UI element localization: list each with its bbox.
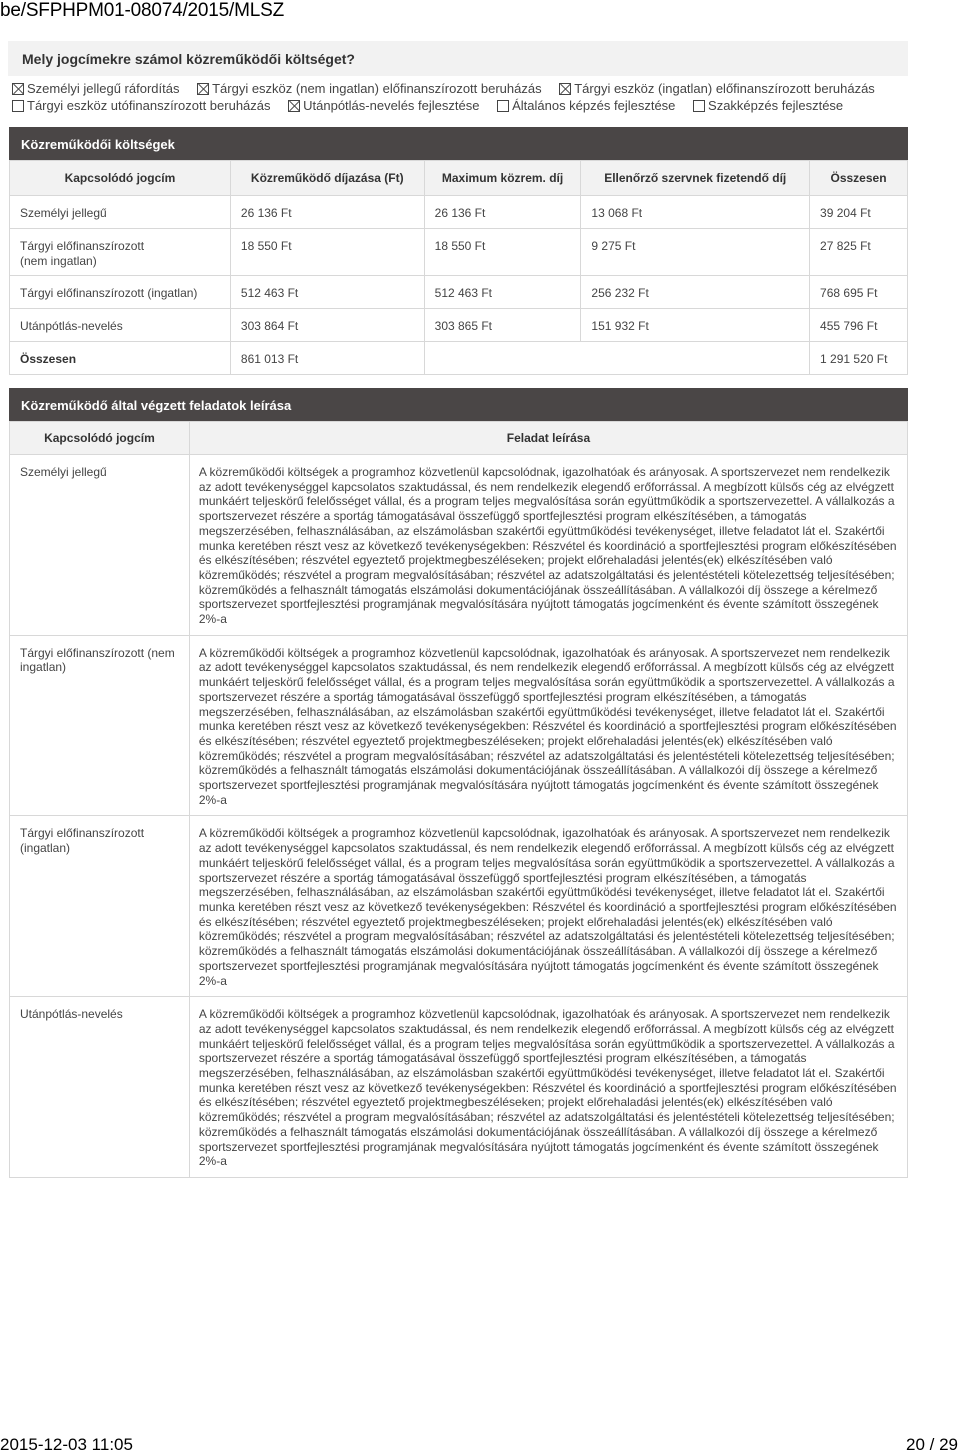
empty-cell [424, 342, 809, 375]
tasks-table [9, 421, 908, 1178]
column-header: Közreműködő díjazása (Ft) [230, 161, 424, 196]
costs-header-row [10, 161, 908, 196]
table-row [10, 455, 908, 636]
tasks-section-title: Közreműködő által végzett feladatok leírása [9, 388, 908, 421]
option-szakkepzes[interactable] [693, 98, 843, 113]
option-szemelyi[interactable] [12, 81, 179, 96]
table-cell: 26 136 Ft [230, 196, 424, 229]
column-header: Maximum közrem. díj [424, 161, 581, 196]
task-topic: Személyi jellegű [10, 455, 190, 636]
table-cell: 9 275 Ft [581, 229, 810, 276]
table-cell: 13 068 Ft [581, 196, 810, 229]
table-cell: 39 204 Ft [810, 196, 908, 229]
footer-timestamp: 2015-12-03 11:05 [0, 1435, 133, 1454]
table-cell: 303 865 Ft [424, 309, 581, 342]
table-row [10, 997, 908, 1178]
option-label: Utánpótlás-nevelés fejlesztése [303, 98, 480, 113]
checkbox-icon[interactable] [559, 83, 571, 95]
question-heading: Mely jogcímekre számol közreműködői költséget? [8, 41, 908, 76]
total-fee: 861 013 Ft [230, 342, 424, 375]
table-row [10, 816, 908, 997]
option-utanpotlas[interactable] [288, 98, 479, 113]
task-description: A közreműködői költségek a programhoz közvetlenül kapcsolódnak, igazolhatóak és arányosak. A sportszervezet nem rendelkezik az adott tevékenységgel kapcsolatos szaktudással, és nem rendelkezik elegendő erőforrással. A megbízott külsős cég az elvégzett munkáért teljeskörű felelősséget vállal, és a program teljes megvalósítása során együttműködik a sportszervezettel. A vállalkozás a sportszervezet részére a sportág támogatásával összefüggő sportfejlesztési program elkészítésében, a támogatás megszerzésében, felhasználásában, az elszámolásban szakértői együttműködési tevékenységet, illetve feladatot lát el. Szakértői munka keretében részt vesz az következő tevékenységekben: Részvétel és koordináció a sportfejlesztési program előkészítésében és elkészítésében; részvétel egyeztető projektmegbeszéléseken; projekt előrehaladási jelentés(ek) elkészítésében való közreműködés; részvétel a program megvalósításában; részvétel az adatszolgáltatási és jelentéstételi kötelezettség teljesítésében; közreműködés a felhasznált támogatás elszámolási dokumentációjának összeállításában. A vállalkozói díj összege a kérelmező sportszervezet sportfejlesztési programjának megvalósítására nyújtott támogatás jogcímenként és évente számított összegének 2%-a [189, 997, 907, 1178]
option-label: Szakképzés fejlesztése [708, 98, 844, 113]
task-description: A közreműködői költségek a programhoz közvetlenül kapcsolódnak, igazolhatóak és arányosak. A sportszervezet nem rendelkezik az adott tevékenységgel kapcsolatos szaktudással, és nem rendelkezik elegendő erőforrással. A megbízott külsős cég az elvégzett munkáért teljeskörű felelősséget vállal, és a program teljes megvalósítása során együttműködik a sportszervezettel. A vállalkozás a sportszervezet részére a sportág támogatásával összefüggő sportfejlesztési program elkészítésében, a támogatás megszerzésében, felhasználásában, az elszámolásban szakértői együttműködési tevékenységet, illetve feladatot lát el. Szakértői munka keretében részt vesz az következő tevékenységekben: Részvétel és koordináció a sportfejlesztési program előkészítésében és elkészítésében; részvétel egyeztető projektmegbeszéléseken; projekt előrehaladási jelentés(ek) elkészítésében való közreműködés; részvétel a program megvalósításában; részvétel az adatszolgáltatási és jelentéstételi kötelezettség teljesítésében; közreműködés a felhasznált támogatás elszámolási dokumentációjának összeállításában. A vállalkozói díj összege a kérelmező sportszervezet sportfejlesztési programjának megvalósítására nyújtott támogatás jogcímenként és évente számított összegének 2%-a [189, 455, 907, 636]
table-cell: 18 550 Ft [230, 229, 424, 276]
checkbox-icon[interactable] [12, 83, 24, 95]
table-cell: 455 796 Ft [810, 309, 908, 342]
table-cell: 18 550 Ft [424, 229, 581, 276]
option-targyi-ingatlan[interactable] [559, 81, 875, 96]
table-row [10, 276, 908, 309]
column-header: Kapcsolódó jogcím [10, 161, 231, 196]
table-row [10, 196, 908, 229]
task-topic: Utánpótlás-nevelés [10, 997, 190, 1178]
column-header: Feladat leírása [189, 422, 907, 455]
table-cell: 303 864 Ft [230, 309, 424, 342]
task-description: A közreműködői költségek a programhoz közvetlenül kapcsolódnak, igazolhatóak és arányosak. A sportszervezet nem rendelkezik az adott tevékenységgel kapcsolatos szaktudással, és nem rendelkezik elegendő erőforrással. A megbízott külsős cég az elvégzett munkáért teljeskörű felelősséget vállal, és a program teljes megvalósítása során együttműködik a sportszervezettel. A vállalkozás a sportszervezet részére a sportág támogatásával összefüggő sportfejlesztési program elkészítésében, a támogatás megszerzésében, felhasználásában, az elszámolásban szakértői együttműködési tevékenységet, illetve feladatot lát el. Szakértői munka keretében részt vesz az következő tevékenységekben: Részvétel és koordináció a sportfejlesztési program előkészítésében és elkészítésében; részvétel egyeztető projektmegbeszéléseken; projekt előrehaladási jelentés(ek) elkészítésében való közreműködés; részvétel a program megvalósításában; részvétel az adatszolgáltatási és jelentéstételi kötelezettség teljesítésében; közreműködés a felhasznált támogatás elszámolási dokumentációjának összeállításában. A vállalkozói díj összege a kérelmező sportszervezet sportfejlesztési programjának megvalósítására nyújtott támogatás jogcímenként és évente számított összegének 2%-a [189, 635, 907, 816]
checkbox-icon[interactable] [497, 100, 509, 112]
table-cell: Utánpótlás-nevelés [10, 309, 231, 342]
task-topic: Tárgyi előfinanszírozott (ingatlan) [10, 816, 190, 997]
option-altalanos-kepzes[interactable] [497, 98, 675, 113]
options-row-1 [12, 81, 912, 98]
table-cell: 512 463 Ft [230, 276, 424, 309]
table-cell: 768 695 Ft [810, 276, 908, 309]
table-cell: 256 232 Ft [581, 276, 810, 309]
table-row [10, 635, 908, 816]
option-label: Tárgyi eszköz utófinanszírozott beruházás [27, 98, 271, 113]
table-cell: Tárgyi előfinanszírozott (ingatlan) [10, 276, 231, 309]
total-label: Összesen [10, 342, 231, 375]
options-row-2 [12, 98, 912, 115]
total-row [10, 342, 908, 375]
option-checkboxes [12, 81, 912, 115]
checkbox-icon[interactable] [197, 83, 209, 95]
option-label: Általános képzés fejlesztése [512, 98, 676, 113]
option-label: Tárgyi eszköz (ingatlan) előfinanszírozott beruházás [574, 81, 875, 96]
task-topic: Tárgyi előfinanszírozott (nem ingatlan) [10, 635, 190, 816]
table-row [10, 229, 908, 276]
table-cell: 26 136 Ft [424, 196, 581, 229]
option-utofinanszirozott[interactable] [12, 98, 271, 113]
document-id: be/SFPHPM01-08074/2015/MLSZ [0, 0, 284, 21]
table-cell: Tárgyi előfinanszírozott (nem ingatlan) [10, 229, 231, 276]
costs-table [9, 160, 908, 375]
checkbox-icon[interactable] [288, 100, 300, 112]
table-cell: Személyi jellegű [10, 196, 231, 229]
total-sum: 1 291 520 Ft [810, 342, 908, 375]
checkbox-icon[interactable] [693, 100, 705, 112]
footer-page-number: 20 / 29 [906, 1435, 958, 1454]
option-label: Személyi jellegű ráfordítás [27, 81, 180, 96]
task-description: A közreműködői költségek a programhoz közvetlenül kapcsolódnak, igazolhatóak és arányosak. A sportszervezet nem rendelkezik az adott tevékenységgel kapcsolatos szaktudással, és nem rendelkezik elegendő erőforrással. A megbízott külsős cég az elvégzett munkáért teljeskörű felelősséget vállal, és a program teljes megvalósítása során együttműködik a sportszervezettel. A vállalkozás a sportszervezet részére a sportág támogatásával összefüggő sportfejlesztési program elkészítésében, a támogatás megszerzésében, felhasználásában, az elszámolásban szakértői együttműködési tevékenységet, illetve feladatot lát el. Szakértői munka keretében részt vesz az következő tevékenységekben: Részvétel és koordináció a sportfejlesztési program előkészítésében és elkészítésében; részvétel egyeztető projektmegbeszéléseken; projekt előrehaladási jelentés(ek) elkészítésében való közreműködés; részvétel a program megvalósításában; részvétel az adatszolgáltatási és jelentéstételi kötelezettség teljesítésében; közreműködés a felhasznált támogatás elszámolási dokumentációjának összeállításában. A vállalkozói díj összege a kérelmező sportszervezet sportfejlesztési programjának megvalósítására nyújtott támogatás jogcímenként és évente számított összegének 2%-a [189, 816, 907, 997]
costs-section-title: Közreműködői költségek [9, 127, 908, 160]
table-row [10, 309, 908, 342]
column-header: Összesen [810, 161, 908, 196]
table-cell: 27 825 Ft [810, 229, 908, 276]
column-header: Kapcsolódó jogcím [10, 422, 190, 455]
table-cell: 512 463 Ft [424, 276, 581, 309]
tasks-header-row [10, 422, 908, 455]
checkbox-icon[interactable] [12, 100, 24, 112]
column-header: Ellenőrző szervnek fizetendő díj [581, 161, 810, 196]
option-label: Tárgyi eszköz (nem ingatlan) előfinanszírozott beruházás [212, 81, 542, 96]
table-cell: 151 932 Ft [581, 309, 810, 342]
option-targyi-nem-ingatlan[interactable] [197, 81, 542, 96]
